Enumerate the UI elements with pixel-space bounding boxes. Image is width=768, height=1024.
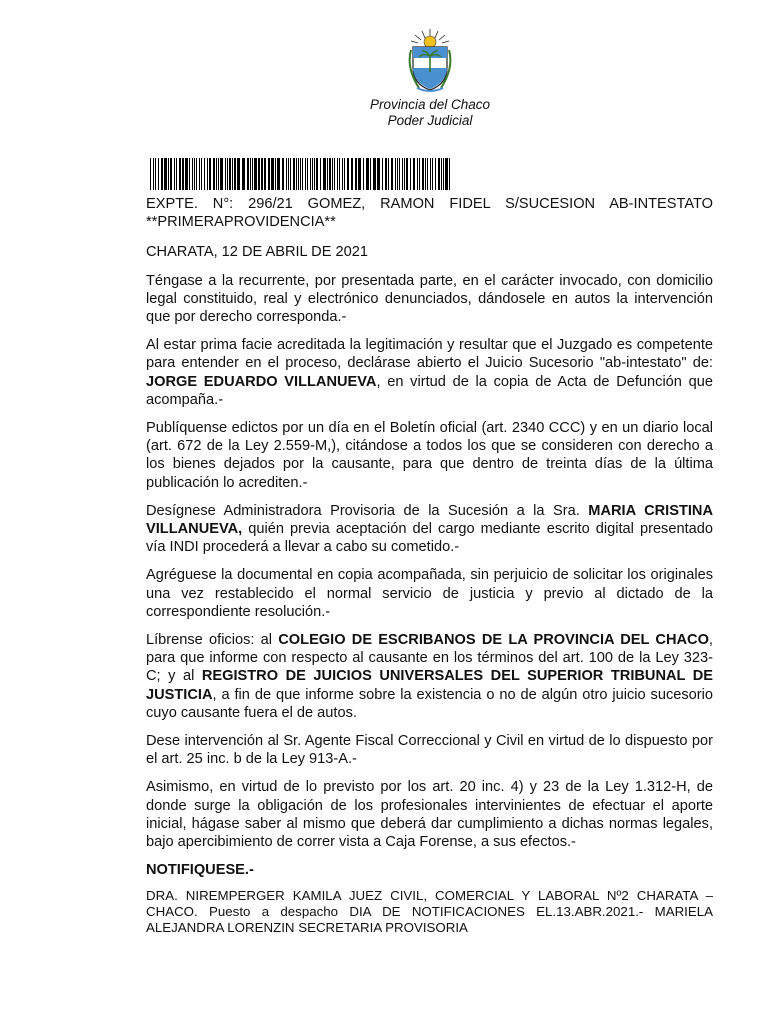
barcode-bar	[204, 158, 205, 190]
college-of-notaries: COLEGIO DE ESCRIBANOS DE LA PROVINCIA DEL CHACO	[278, 632, 709, 649]
barcode-bar	[332, 158, 333, 190]
barcode-bar	[153, 158, 154, 190]
barcode-bar	[168, 158, 169, 190]
place-date: CHARATA, 12 DE ABRIL DE 2021	[146, 244, 368, 261]
barcode-bar	[207, 158, 208, 190]
barcode-bar	[316, 158, 318, 190]
barcode-bar	[271, 158, 274, 190]
barcode-bar	[355, 158, 357, 190]
paragraph-8: Asimismo, en virtud de lo previsto por los art. 20 inc. 4) y 23 de la Ley 1.312-H, de donde surge la obligación de los profesionales intervinientes de efectuar el aporte inicial, hágase saber al mismo que deberá dar cumplimiento a dichas normas legales, bajo apercibimiento de correr vista a Caja Forense, a sus efectos.-	[146, 779, 713, 851]
barcode-bar	[185, 158, 188, 190]
barcode-bar	[293, 158, 295, 190]
barcode-bar	[268, 158, 270, 190]
barcode-bar	[220, 158, 223, 190]
barcode-bar	[435, 158, 436, 190]
barcode-bar	[286, 158, 287, 190]
barcode-bar	[358, 158, 361, 190]
case-subtitle: **PRIMERAPROVIDENCIA**	[146, 214, 336, 231]
case-title: EXPTE. N°: 296/21 GOMEZ, RAMON FIDEL S/SUCESION AB-INTESTATO	[146, 196, 713, 212]
barcode-bar	[441, 158, 442, 190]
barcode-bar	[327, 158, 328, 190]
administrator-name: MARIA CRISTINA VILLANUEVA,	[146, 502, 713, 538]
barcode-bar	[370, 158, 371, 190]
paragraph-2: Al estar prima facie acreditada la legitimación y resultar que el Juzgado es competente para entender en el proceso, declárase abierto el Juicio Sucesorio "ab-intestato" de: JORGE EDUARDO VILLANUEVA, en virtud de la copia de Acta de Defunción que acompaña.-	[146, 337, 713, 408]
barcode-bar	[399, 158, 400, 190]
barcode-bar	[422, 158, 424, 190]
barcode-bar	[199, 158, 200, 190]
barcode-bar	[264, 158, 266, 190]
barcode-bar	[189, 158, 190, 190]
document-body	[146, 195, 713, 946]
barcode	[150, 158, 450, 190]
barcode-bar	[158, 158, 159, 190]
barcode-bar	[229, 158, 231, 190]
barcode-bar	[261, 158, 263, 190]
barcode-bar	[216, 158, 217, 190]
barcode-bar	[275, 158, 276, 190]
barcode-bar	[218, 158, 219, 190]
barcode-bar	[247, 158, 249, 190]
barcode-bar	[329, 158, 331, 190]
barcode-bar	[250, 158, 251, 190]
barcode-bar	[334, 158, 335, 190]
barcode-bar	[406, 158, 408, 190]
barcode-bar	[404, 158, 405, 190]
barcode-bar	[385, 158, 387, 190]
barcode-bar	[397, 158, 398, 190]
barcode-bar	[366, 158, 369, 190]
barcode-bar	[277, 158, 280, 190]
barcode-bar	[298, 158, 299, 190]
barcode-bar	[252, 158, 253, 190]
barcode-bar	[282, 158, 284, 190]
barcode-bar	[296, 158, 297, 190]
barcode-bar	[382, 158, 383, 190]
barcode-bar	[170, 158, 172, 190]
judicial-branch: Poder Judicial	[387, 113, 473, 128]
barcode-bar	[209, 158, 211, 190]
deceased-name: JORGE EDUARDO VILLANUEVA	[146, 373, 377, 390]
barcode-bar	[258, 158, 260, 190]
barcode-bar	[176, 158, 177, 190]
barcode-bar	[314, 158, 315, 190]
barcode-bar	[254, 158, 257, 190]
barcode-bar	[363, 158, 364, 190]
barcode-bar	[427, 158, 428, 190]
barcode-bar	[161, 158, 163, 190]
paragraph-7: Dese intervención al Sr. Agente Fiscal Correccional y Civil en virtud de lo dispuesto por el art. 25 inc. b de la Ley 913-A.-	[146, 733, 713, 768]
institution-header	[0, 97, 768, 129]
signature-block: DRA. NIREMPERGER KAMILA JUEZ CIVIL, COMERCIAL Y LABORAL Nº2 CHARATA – CHACO. Puesto a despacho DIA DE NOTIFICACIONES EL.13.ABR.2021.- MARIELA ALEJANDRA LORENZIN SECRETARIA PROVISORIA	[146, 887, 713, 935]
barcode-bar	[320, 158, 321, 190]
barcode-bar	[425, 158, 426, 190]
barcode-bar	[410, 158, 411, 190]
barcode-bar	[194, 158, 195, 190]
barcode-bar	[344, 158, 345, 190]
barcode-bar	[201, 158, 202, 190]
barcode-bar	[388, 158, 389, 190]
barcode-bar	[302, 158, 303, 190]
barcode-bar	[150, 158, 151, 190]
barcode-bar	[430, 158, 431, 190]
barcode-bar	[438, 158, 440, 190]
paragraph-6: Líbrense oficios: al COLEGIO DE ESCRIBANOS DE LA PROVINCIA DEL CHACO, para que informe con respecto al causante en los términos del art. 100 de la Ley 323-C; y al REGISTRO DE JUICIOS UNIVERSALES DEL SUPERIOR TRIBUNAL DE JUSTICIA, a fin de que informe sobre la existencia o no de algún otro juicio sucesorio cuyo causante fuera el de autos.	[146, 632, 714, 721]
barcode-bar	[395, 158, 396, 190]
barcode-bar	[179, 158, 181, 190]
paragraph-1: Téngase a la recurrente, por presentada parte, en el carácter invocado, con domicilio legal constituido, real y electrónico denunciados, dándosele en autos la intervención que por derecho corresponda.-	[146, 272, 713, 326]
province-name: Provincia del Chaco	[369, 97, 491, 112]
barcode-bar	[227, 158, 228, 190]
barcode-bar	[182, 158, 184, 190]
barcode-bar	[174, 158, 175, 190]
barcode-bar	[232, 158, 233, 190]
barcode-bar	[351, 158, 353, 190]
barcode-bar	[237, 158, 240, 190]
barcode-bar	[290, 158, 291, 190]
barcode-bar	[323, 158, 326, 190]
barcode-bar	[373, 158, 376, 190]
chaco-coat-of-arms-logo	[405, 28, 455, 94]
barcode-bar	[312, 158, 313, 190]
barcode-bar	[155, 158, 156, 190]
barcode-bar	[377, 158, 380, 190]
barcode-bar	[164, 158, 167, 190]
barcode-bar	[310, 158, 311, 190]
paragraph-3: Publíquense edictos por un día en el Boletín oficial (art. 2340 CCC) y en un diario local (art. 672 de la Ley 2.559-M,), citándose a todos los que se consideren con derecho a los bienes dejados por la causante, para que dentro de treinta días de la última publicación lo acrediten.-	[146, 420, 713, 491]
barcode-bar	[192, 158, 193, 190]
barcode-bar	[288, 158, 289, 190]
barcode-bar	[391, 158, 393, 190]
barcode-bar	[419, 158, 420, 190]
notify-heading: NOTIFIQUESE.-	[146, 862, 254, 879]
barcode-bar	[196, 158, 197, 190]
barcode-bar	[342, 158, 343, 190]
barcode-bar	[300, 158, 301, 190]
barcode-bar	[449, 158, 450, 190]
barcode-bar	[443, 158, 444, 190]
barcode-bar	[213, 158, 215, 190]
barcode-bar	[305, 158, 306, 190]
registry-of-universal-trials: REGISTRO DE JUICIOS UNIVERSALES DEL SUPERIOR TRIBUNAL DE JUSTICIA	[146, 668, 714, 703]
barcode-bar	[242, 158, 245, 190]
barcode-bar	[432, 158, 433, 190]
barcode-bar	[234, 158, 236, 190]
barcode-bar	[445, 158, 448, 190]
barcode-bar	[339, 158, 340, 190]
barcode-bar	[417, 158, 418, 190]
barcode-bar	[225, 158, 226, 190]
barcode-bar	[337, 158, 338, 190]
barcode-bar	[413, 158, 415, 190]
barcode-bar	[347, 158, 349, 190]
paragraph-4: Desígnese Administradora Provisoria de la Sucesión a la Sra. MARIA CRISTINA VILLANUEVA, quién previa aceptación del cargo mediante escrito digital presentado vía INDI procederá a llevar a cabo su cometido.-	[146, 502, 713, 556]
barcode-bar	[307, 158, 308, 190]
barcode-bar	[402, 158, 403, 190]
paragraph-5: Agréguese la documental en copia acompañada, sin perjuicio de solicitar los originales una vez restablecido el normal servicio de justicia y previo al dictado de la correspondiente resolución.-	[146, 567, 713, 620]
